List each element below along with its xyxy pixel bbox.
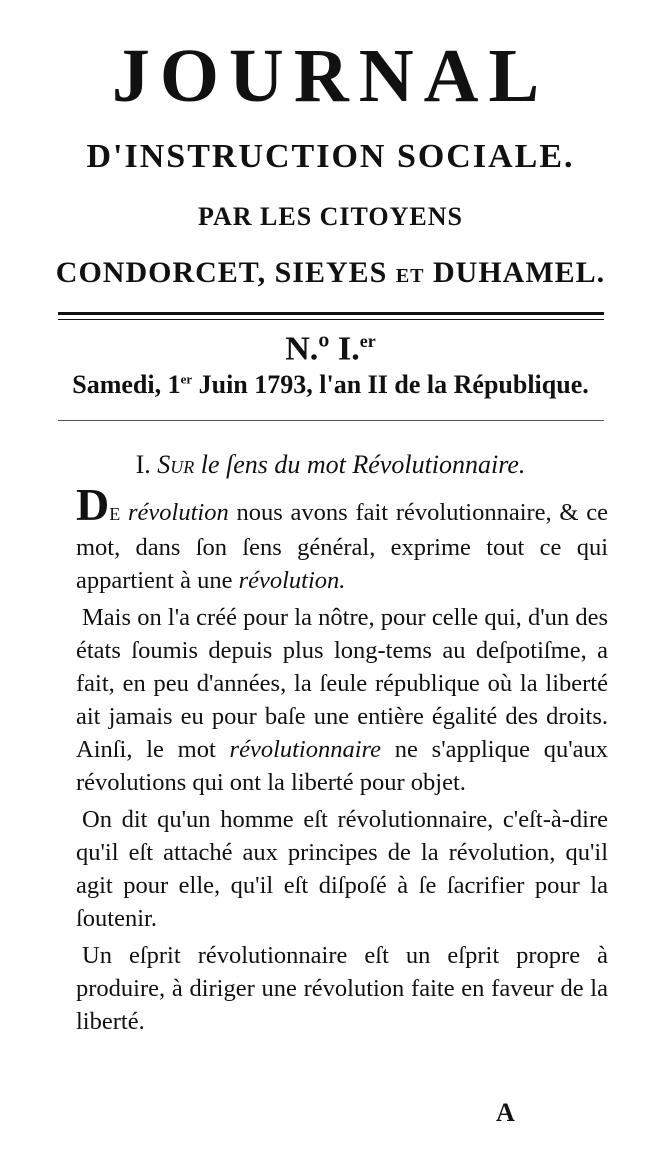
- paragraph-3: On dit qu'un homme eſt révolutionnaire, c'eſt-à-dire qu'il eſt attaché aux principes de la révolution, qu'il agit pour elle, qu'il eſt diſpoſé à ſe ſacrifier pour la ſoutenir.: [76, 806, 608, 932]
- paragraph-4: Un eſprit révolutionnaire eſt un eſprit propre à produire, à diriger une révolution faite en faveur de la liberté.: [76, 942, 608, 1035]
- paragraph-2-end: ne s'applique qu'aux révolutions qui ont la liberté pour objet.: [76, 736, 609, 796]
- paragraph-2-text: Mais on l'a créé pour la nôtre, pour celle qui, d'un des états ſoumis depuis plus long-tems au deſpotiſme, a fait, en peu d'années, la ſeule république où la liberté ait jamais eu pour baſe une entière égalité des droits. Ainſi, le mot: [76, 604, 608, 763]
- authors-et: ET: [395, 265, 425, 287]
- paragraph-1-text: nous avons fait révolutionnaire, & ce mot, dans ſon ſens général, exprime tout ce qui appartient à une: [76, 499, 608, 594]
- journal-authors: [0, 258, 661, 288]
- issue-number: [0, 332, 661, 366]
- issue-number-text: N.º I.: [285, 330, 360, 368]
- catchword: A: [496, 1098, 515, 1127]
- section-heading-first: Sur: [157, 450, 195, 479]
- paragraph-1-italic-b: révolution.: [238, 567, 346, 594]
- issue-number-sup: er: [359, 331, 376, 351]
- drop-cap-rest: E: [109, 504, 121, 524]
- paragraph-2-italic: révolutionnaire: [229, 736, 382, 763]
- drop-cap: D: [76, 479, 110, 530]
- issue-date-rest: Juin 1793, l'an II de la République.: [198, 370, 589, 399]
- issue-date-day: Samedi, 1: [72, 370, 181, 399]
- paragraph-1: [76, 479, 608, 597]
- authors-main: CONDORCET, SIEYES: [55, 256, 388, 289]
- journal-title: JOURNAL: [111, 34, 550, 118]
- section-divider: [58, 420, 604, 421]
- authors-last: DUHAMEL.: [433, 256, 606, 289]
- article-body: [76, 479, 609, 1042]
- paragraph-2: [76, 601, 608, 799]
- section-heading-rest: le ſens du mot Révolutionnaire.: [200, 450, 526, 479]
- issue-date-sup: er: [180, 371, 193, 387]
- journal-byline: PAR LES CITOYENS: [198, 202, 463, 231]
- double-rule-thin: [58, 319, 604, 320]
- section-number: I.: [135, 450, 151, 479]
- issue-date: [0, 372, 661, 398]
- journal-subtitle: D'INSTRUCTION SOCIALE.: [86, 138, 575, 175]
- double-rule-thick: [58, 312, 604, 315]
- section-heading: [0, 452, 661, 478]
- paragraph-1-italic-a: révolution: [128, 499, 229, 526]
